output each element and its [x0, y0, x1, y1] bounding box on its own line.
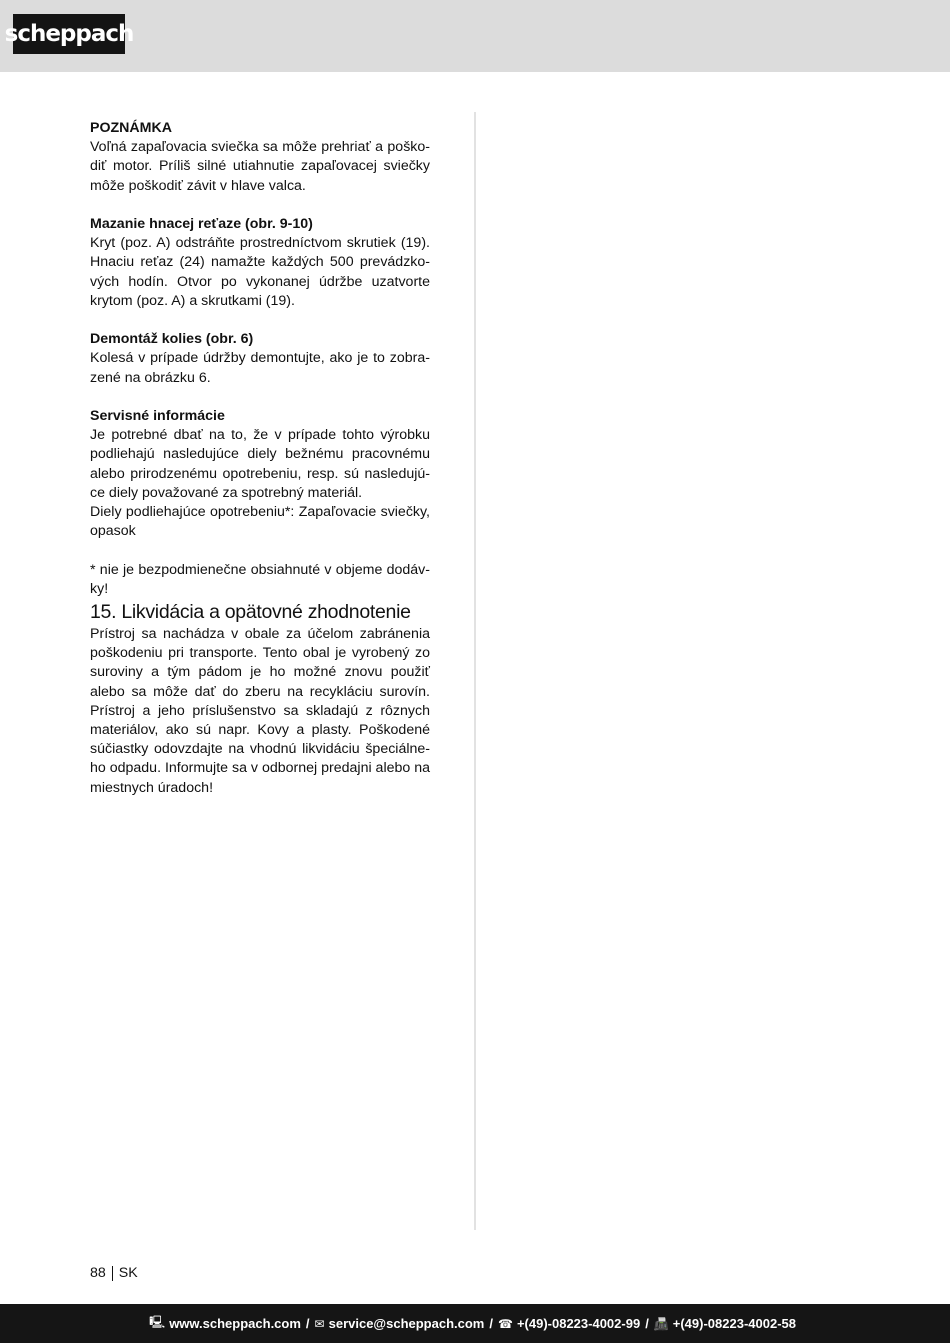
- note-body: Voľná zapaľovacia sviečka sa môže prehriať a poško-diť motor. Príliš silné utiahnutie zapaľovacej sviečky môže poškodiť závit v hlave valca.: [90, 139, 430, 194]
- footer-phone: +(49)-08223-4002-99: [516, 1316, 641, 1331]
- wear-parts-text: Diely podliehajúce opotrebeniu*: Zapaľovacie sviečky, opasok: [90, 504, 430, 540]
- page-language: SK: [118, 1265, 138, 1281]
- section-15-body: Prístroj sa nachádza v obale za účelom zabránenia poškodeniu pri transporte. Tento obal je vyrobený zo suroviny a tým pádom je ho možné znovu použiť alebo sa môže dať do zberu na recykláciu surovín. Prístroj a jeho príslušenstvo sa skladajú z rôznych materiálov, ako sú napr. Kovy a plasty. Poškodené súčiastky odovzdajte na vhodnú likvidáciu špeciálne-ho odpadu. Informujte sa v odbornej predajni alebo na miestnych úradoch!: [90, 626, 430, 796]
- section-15-title: 15. Likvidácia a opätovné zhodnotenie: [90, 601, 411, 624]
- service-info-body: Je potrebné dbať na to, že v prípade tohto výrobku podliehajú nasledujúce diely bežnému pracovnému alebo prirodzenému opotrebeniu, resp. sú nasledujú-ce diely považované za spotrebný materiál.: [90, 427, 430, 501]
- service-info-title: Servisné informácie: [90, 408, 225, 424]
- phone-icon: ☎: [498, 1316, 513, 1331]
- footer-bar: 🖳 www.scheppach.com / ✉ service@scheppach.com / ☎ +(49)-08223-4002-99 / 📠 +(49)-08223-4002-58: [0, 1304, 950, 1343]
- scheppach-logo: scheppach: [13, 14, 125, 54]
- column-divider: [474, 112, 476, 1230]
- page-separator: [112, 1266, 113, 1281]
- footer-email[interactable]: service@scheppach.com: [328, 1316, 485, 1331]
- chain-lubrication-body: Kryt (poz. A) odstráňte prostredníctvom skrutiek (19). Hnaciu reťaz (24) namažte každých 500 prevádzko-vých hodín. Otvor po vykonanej údržbe uzatvorte krytom (poz. A) a skrutkami (19).: [90, 235, 430, 309]
- main-column: [90, 119, 430, 798]
- note-title: POZNÁMKA: [90, 120, 172, 136]
- computer-icon: 🖳: [149, 1315, 166, 1329]
- page-number-block: [90, 1264, 138, 1283]
- header-band: [0, 0, 950, 72]
- wheel-removal-body: Kolesá v prípade údržby demontujte, ako je to zobra-zené na obrázku 6.: [90, 350, 430, 386]
- envelope-icon: ✉: [314, 1316, 325, 1331]
- page-number: 88: [90, 1265, 106, 1281]
- footnote-text: * nie je bezpodmienečne obsiahnuté v objeme dodáv-ky!: [90, 561, 430, 597]
- footer-website[interactable]: www.scheppach.com: [169, 1316, 301, 1331]
- chain-lubrication-title: Mazanie hnacej reťaze (obr. 9-10): [90, 216, 313, 232]
- wheel-removal-title: Demontáž kolies (obr. 6): [90, 331, 254, 348]
- footer-fax: +(49)-08223-4002-58: [672, 1316, 796, 1331]
- fax-icon: 📠: [653, 1316, 669, 1331]
